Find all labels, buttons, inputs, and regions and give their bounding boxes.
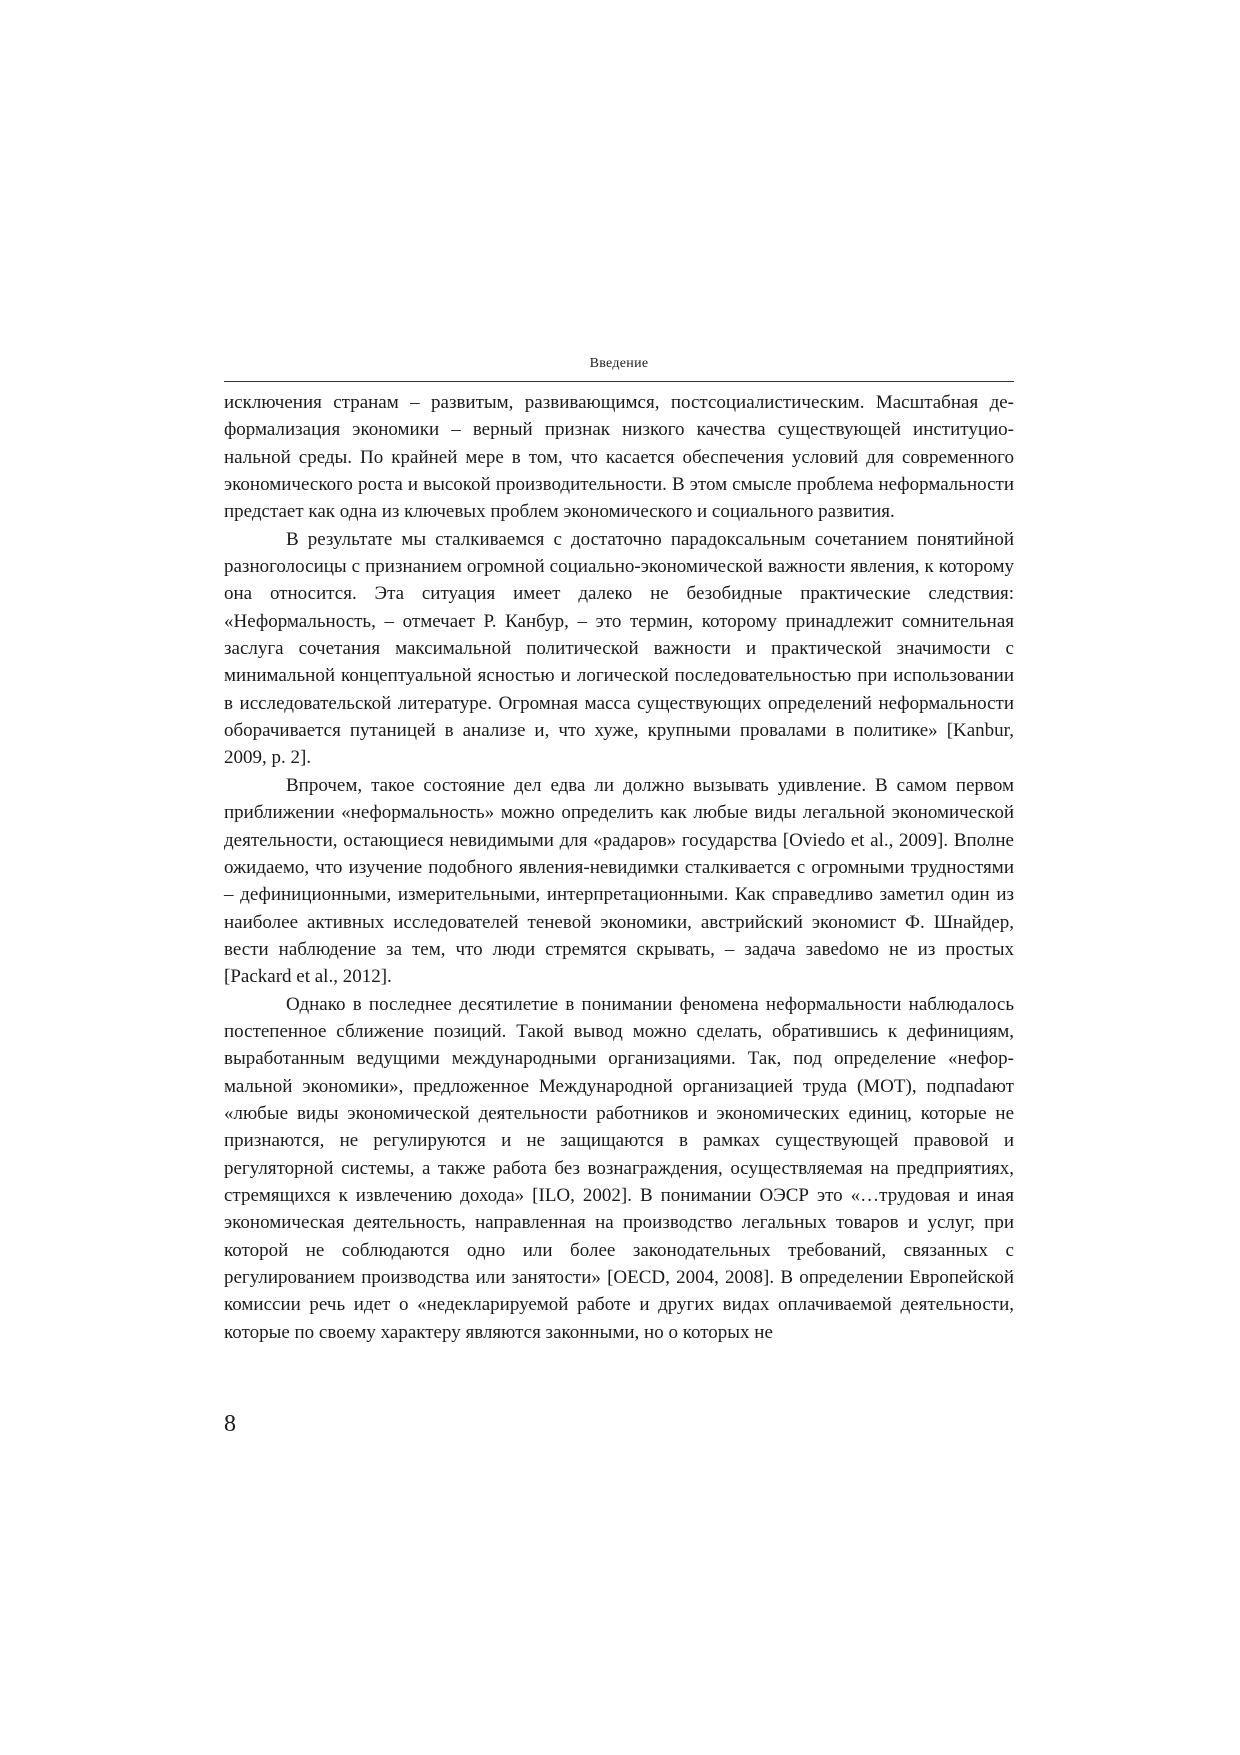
page-number: 8 bbox=[224, 1411, 236, 1437]
paragraph-1: исключения странам – развитым, развивающимся, постсоциалистическим. Масштабная деформализация экономики – верный признак низкого качества существующей институциональной среды. По крайней мере в том, что касается обеспечения условий для современного экономического роста и высокой производительности. В этом смысле проблема неформальности предстает как одна из ключевых проблем экономического и социального развития. bbox=[224, 392, 1014, 523]
paragraph-4: Однако в последнее десятилетие в понимании феномена неформальности наблюдалось постепенное сближение позиций. Такой вывод можно сделать, обратившись к дефинициям, выработанным ведущими международными организациями. Так, под определение «неформальной экономики», предложенное Международной организацией труда (МОТ), подпаdают «любые виды экономической деятельности работников и экономических единиц, которые не признаются, не регулируются и не защищаются в рамках существующей правовой и регуляторной системы, а также работа без вознаграждения, осуществляемая на предприятиях, стремящихся к извлечению дохода» [ILO, 2002]. В понимании ОЭСР это «…трудовая и иная экономическая деятельность, направленная на производство легальных товаров и услуг, при которой не соблюдаются одно или более законодательных требований, связанных с регулированием производства или занятости» [OECD, 2004, 2008]. В определении Европейской комиссии речь идет о «недекларируемой работе и других видах оплачиваемой деятельности, которые по своему характеру являются законными, но о которых не bbox=[224, 993, 1014, 1343]
paragraph-2: В результате мы сталкиваемся с достаточно парадоксальным сочетанием понятийной разноголосицы с признанием огромной социально-экономической важности явления, к которому она относится. Эта ситуация имеет далеко не безобидные практические следствия: «Неформальность, – отмечает Р. Канбур, – это термин, которому принадлежит сомнительная заслуга сочетания максимальной политической важности и практической значимости с минимальной концептуальной ясностью и логической последовательностью при использовании в исследовательской литературе. Огромная масса существующих определений неформальности оборачивается путаницей в анализе и, что хуже, крупными провалами в политике» [Kanbur, 2009, p. 2]. bbox=[224, 528, 1014, 769]
header-rule bbox=[224, 381, 1014, 382]
paragraph-3: Впрочем, такое состояние дел едва ли должно вызывать удивление. В самом первом приближении «неформальность» можно определить как любые виды легальной экономической деятельности, остающиеся невидимыми для «радаров» государства [Oviedo et al., 2009]. Вполне ожидаемо, что изучение подобного явления-невидимки сталкивается с огромными трудностями – дефиниционными, измерительными, интерпретационными. Как справедливо заметил один из наиболее активных исследователей теневой экономики, австрийский экономист Ф. Шнайдер, вести наблюдение за тем, что люди стремятся скрывать, – задача завеdомо не из простых [Packard et al., 2012]. bbox=[224, 774, 1014, 988]
running-head: Введение bbox=[589, 356, 649, 371]
body-text bbox=[224, 389, 1014, 1346]
